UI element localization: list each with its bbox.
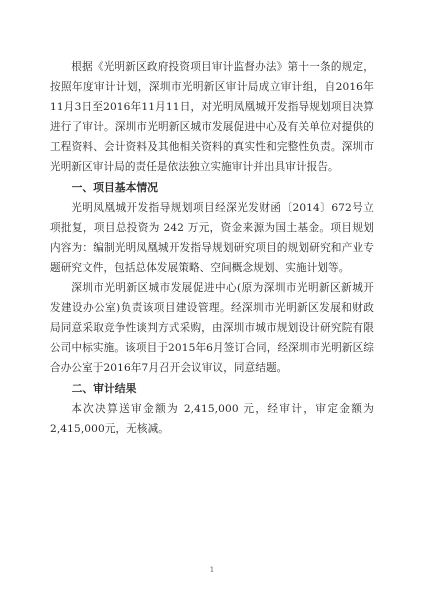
basic-info-paragraph-1: 光明凤凰城开发指导规划项目经深光发财函〔2014〕672号立项批复，项目总投资为 242 万元，资金来源为国土基金。项目规划内容为：编制光明凤凰城开发指导规划研究项目的规划研究和产业专题研究文件，包括总体发展策略、空间概念规划、实施计划等。 <box>50 201 374 274</box>
page-number: 1 <box>209 566 215 574</box>
intro-paragraph: 根据《光明新区政府投资项目审计监督办法》第十一条的规定，按照年度审计计划，深圳市光明新区审计局成立审计组，自2016年11月3日至2016年11月11日，对光明凤凰城开发指导规划项目决算进行了审计。深圳市光明新区城市发展促进中心及有关单位对提供的工程资料、会计资料及其他相关资料的真实性和完整性负责。深圳市光明新区审计局的责任是依法独立实施审计并出具审计报告。 <box>50 61 374 174</box>
section-heading-audit-result: 二、审计结果 <box>71 381 137 395</box>
audit-result-paragraph: 本次决算送审金额为 2,415,000 元，经审计，审定金额为 2,415,000元，无核减。 <box>50 402 374 435</box>
section-heading-basic-info: 一、项目基本情况 <box>71 180 158 194</box>
basic-info-paragraph-2: 深圳市光明新区城市发展促进中心(原为深圳市光明新区新城开发建设办公室)负责该项目建设管理。经深圳市光明新区发展和财政局同意采取竞争性谈判方式采购，由深圳市城市规划设计研究院有限公司中标实施。该项目于2015年6月签订合同，经深圳市光明新区综合办公室于2016年7月召开会议审议，同意结题。 <box>50 282 374 375</box>
